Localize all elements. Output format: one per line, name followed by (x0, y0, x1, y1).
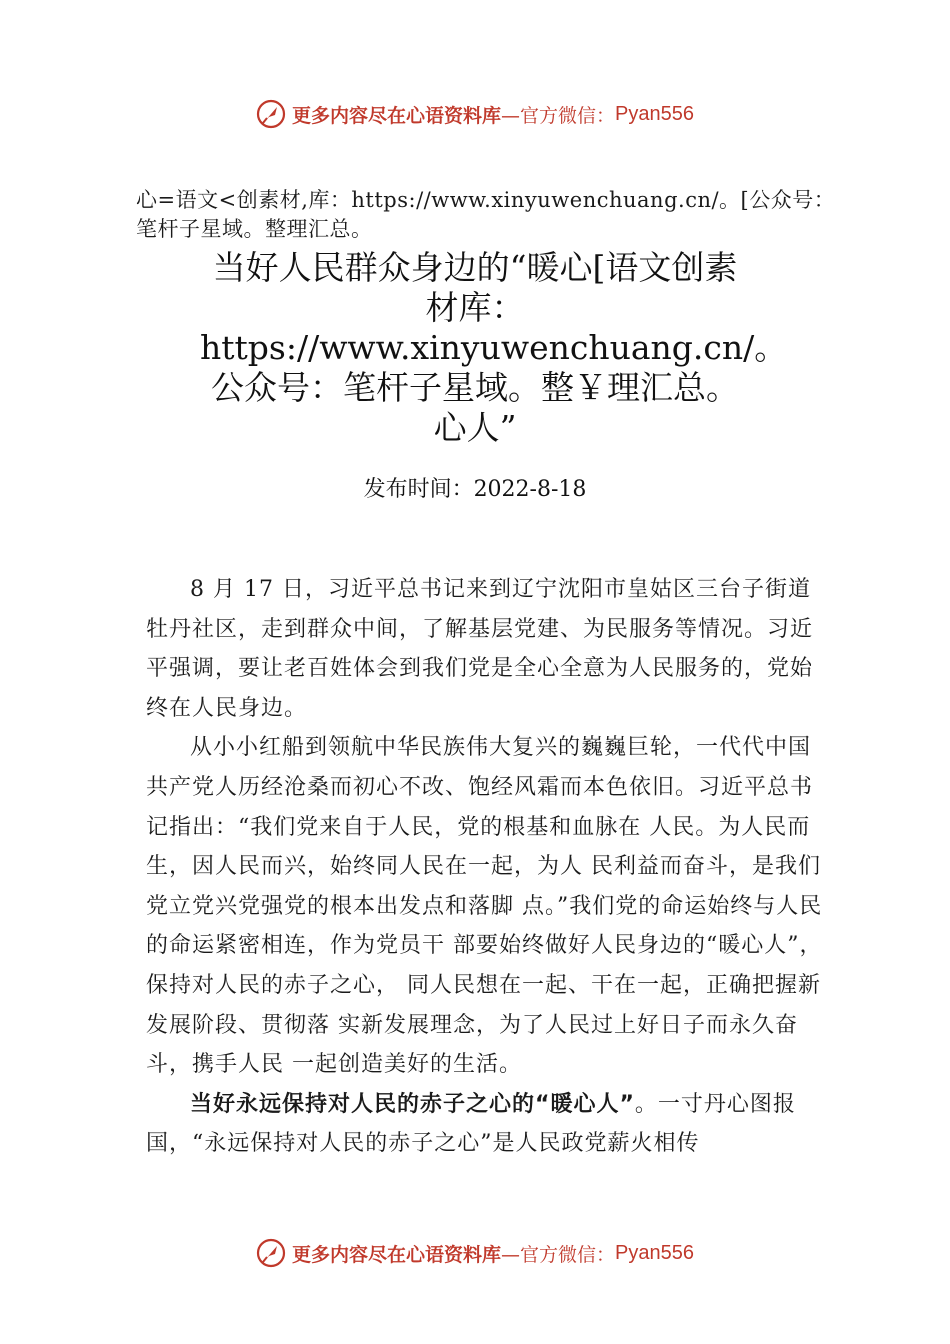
banner-wechat-id: Pyan556 (615, 102, 694, 125)
banner-wechat-id: Pyan556 (615, 1241, 694, 1264)
banner-title: 更多内容尽在心语资料库 (292, 1243, 502, 1266)
section-heading: 当好永远保持对人民的赤子之心的“暖心人” (190, 1091, 635, 1117)
top-banner (0, 94, 950, 134)
paragraph-text: 。一寸丹心图报国，“永远保持对人民的赤子之心”是人民政党薪火相传 (146, 1091, 796, 1157)
article-body (146, 570, 832, 1164)
publish-date: 发布时间：2022-8-18 (363, 477, 587, 502)
feather-seal-icon (256, 1238, 286, 1268)
paragraph-with-heading (146, 1085, 832, 1164)
source-note: 心=语文<创素材,库：https://www.xinyuwenchuang.cn/。[公众号：笔杆子星域。整理汇总。 (136, 188, 836, 241)
bottom-banner (0, 1233, 950, 1273)
banner-separator: —官方微信： (501, 104, 616, 127)
banner-title: 更多内容尽在心语资料库 (292, 104, 502, 127)
paragraph: 从小小红船到领航中华民族伟大复兴的巍巍巨轮，一代代中国共产党人历经沧桑而初心不改、饱经风霜而本色依旧。习近平总书记指出：“我们党来自于人民，党的根基和血脉在 人民。为人民而生，因人民而兴，始终同人民在一起，为人 民利益而奋斗，是我们党立党兴党强党的根本出发点和落脚 点。”我们党的命运始终与人民的命运紧密相连，作为党员干 部要始终做好人民身边的“暖心人”，保持对人民的赤子之心， 同人民想在一起、干在一起，正确把握新发展阶段、贯彻落 实新发展理念，为了人民过上好日子而永久奋斗，携手人民 一起创造美好的生活。 (146, 735, 823, 1078)
paragraph: 8 月 17 日，习近平总书记来到辽宁沈阳市皇姑区三台子街道牡丹社区，走到群众中间，了解基层党建、为民服务等情况。习近平强调，要让老百姓体会到我们党是全心全意为人民服务的，党始终在人民身边。 (146, 577, 814, 721)
feather-seal-icon (256, 99, 286, 129)
banner-separator: —官方微信： (501, 1243, 616, 1266)
article-title: 当好人民群众身边的“暖心[语文创素材库：https://www.xinyuwenchuang.cn/。公众号：笔杆子星域。整￥理汇总。心人” (200, 248, 788, 447)
